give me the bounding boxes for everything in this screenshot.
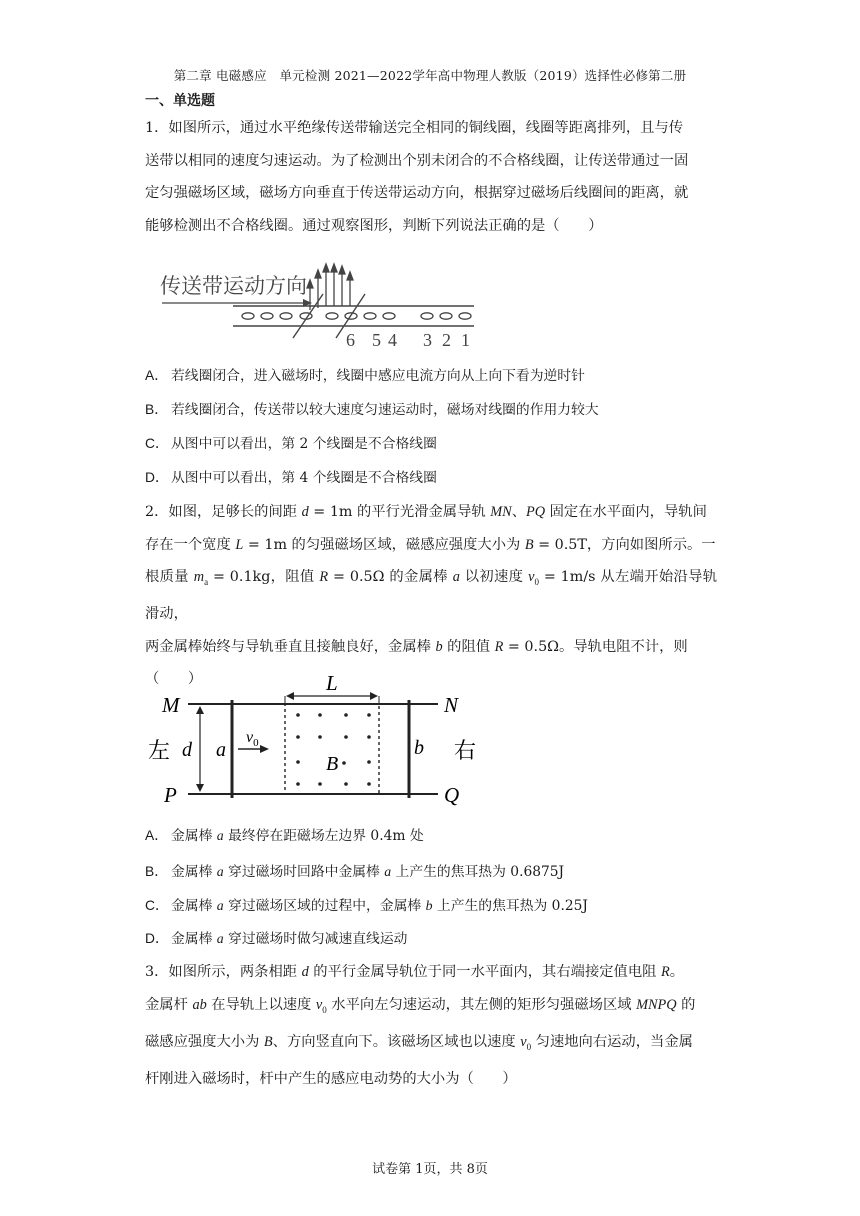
- section-title: 一、单选题: [145, 93, 215, 109]
- q1-option-a[interactable]: A． 若线圈闭合，进入磁场时，线圈中感应电流方向从上向下看为逆时针: [145, 368, 585, 384]
- coil-number: 6: [346, 330, 355, 350]
- q2-answer-bracket: （ ）: [145, 671, 203, 688]
- q1-line: 能够检测出不合格线圈。通过观察图形，判断下列说法正确的是（ ）: [145, 217, 603, 234]
- label-b: b: [414, 737, 424, 759]
- q2-line-4: 两金属棒始终与导轨垂直且接触良好，金属棒 b 的阻值 R = 0.5Ω。导轨电阻不计，则: [145, 638, 688, 655]
- label-P: P: [164, 783, 177, 807]
- conveyor-caption: 传送带运动方向: [160, 274, 307, 298]
- coil-group: [242, 313, 471, 319]
- q2-line-2: 存在一个宽度 L = 1m 的匀强磁场区域，磁感应强度大小为 B = 0.5T，方向如图所示。一: [145, 536, 716, 553]
- coil-number: 3: [423, 330, 432, 350]
- q3-line-3: 磁感应强度大小为 B、方向竖直向下。该磁场区域也以速度 $v_0$ 匀速地向右运动，当金属: [145, 1033, 693, 1052]
- q2-line-1: 2．如图，足够长的间距 d = 1m 的平行光滑金属导轨 MN、PQ 固定在水平面内，导轨间: [145, 504, 707, 520]
- label-a: a: [216, 739, 226, 761]
- q2-option-b[interactable]: B． 金属棒 a 穿过磁场时回路中金属棒 a 上产生的焦耳热为 0.6875J: [145, 864, 565, 880]
- q2-line-3: 根质量 $m_a = 0.1kg$，阻值 R = 0.5Ω 的金属棒 a 以初速度 $v_0 = 1m/s$ 从左端开始沿导轨滑动，: [145, 569, 718, 623]
- label-right: 右: [454, 738, 477, 763]
- q3-line-2: 金属杆 ab 在导轨上以速度 $v_0$ 水平向左匀速运动，其左侧的矩形匀强磁场区域 MNPQ 的: [145, 996, 696, 1015]
- q1-line: 送带以相同的速度匀速运动。为了检测出个别未闭合的不合格线圈，让传送带通过一固: [145, 152, 689, 169]
- coil-number: 1: [461, 330, 470, 350]
- conveyor-figure: [158, 258, 488, 350]
- q2-option-d[interactable]: D． 金属棒 a 穿过磁场时做匀减速直线运动: [145, 931, 408, 947]
- question-2-stem: [145, 496, 717, 696]
- label-d: d: [182, 739, 192, 761]
- label-L: L: [326, 671, 338, 695]
- label-left: 左: [148, 738, 171, 763]
- label-N: N: [444, 693, 459, 717]
- question-1-stem: [145, 112, 717, 242]
- question-3-stem: [145, 956, 717, 1096]
- coil-number: 5: [372, 330, 381, 350]
- rails-figure: [148, 670, 478, 815]
- q1-option-d[interactable]: D． 从图中可以看出，第 4 个线圈是不合格线圈: [145, 470, 437, 486]
- q1-option-c[interactable]: C． 从图中可以看出，第 2 个线圈是不合格线圈: [145, 436, 437, 452]
- page-header: 第二章 电磁感应 单元检测 2021—2022学年高中物理人教版（2019）选择性必修第二册: [173, 68, 687, 83]
- label-M: M: [162, 693, 180, 717]
- q3-line-4: 杆刚进入磁场时，杆中产生的感应电动势的大小为（ ）: [145, 1071, 517, 1088]
- q1-line: 定匀强磁场区域，磁场方向垂直于传送带运动方向，根据穿过磁场后线圈间的距离，就: [145, 185, 689, 201]
- q2-option-c[interactable]: C． 金属棒 a 穿过磁场区域的过程中，金属棒 b 上产生的焦耳热为 0.25J: [145, 898, 588, 914]
- label-B: B: [326, 753, 339, 775]
- q1-line: 1．如图所示，通过水平绝缘传送带输送完全相同的铜线圈，线圈等距离排列，且与传: [145, 120, 684, 136]
- page-footer: 试卷第 1页，共 8页: [372, 1162, 488, 1177]
- q1-option-b[interactable]: B． 若线圈闭合，传送带以较大速度匀速运动时，磁场对线圈的作用力较大: [145, 402, 599, 418]
- coil-number: 2: [442, 330, 451, 350]
- label-Q: Q: [444, 783, 460, 807]
- q2-option-a[interactable]: A． 金属棒 a 最终停在距磁场左边界 0.4m 处: [145, 828, 424, 844]
- coil-number: 4: [388, 330, 397, 350]
- q3-line-1: 3．如图所示，两条相距 d 的平行金属导轨位于同一水平面内，其右端接定值电阻 R。: [145, 964, 685, 980]
- label-v0: $v_0$: [246, 729, 259, 749]
- field-arrows: [307, 264, 353, 310]
